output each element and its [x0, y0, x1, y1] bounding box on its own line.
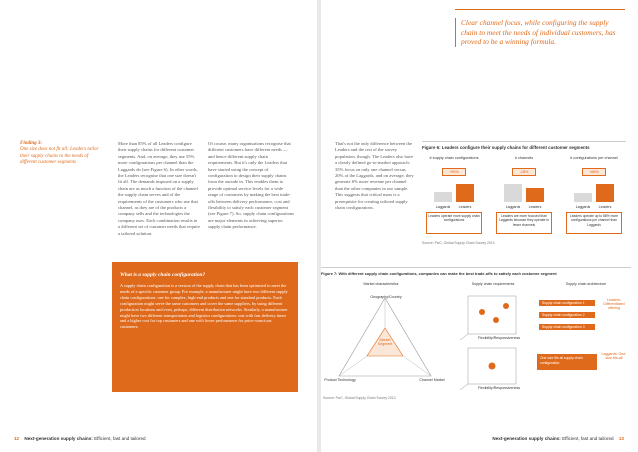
- left-page: [0, 0, 317, 452]
- footer-subtitle: Efficient, fast and tailored: [94, 436, 146, 441]
- increase-badge: +88%: [582, 168, 606, 176]
- section-requirements: Supply chain requirements: [471, 282, 515, 286]
- leaders-label: Leaders: [598, 205, 612, 209]
- requirements-cubes: [456, 290, 536, 390]
- section-market: Market characteristics: [363, 282, 399, 286]
- config-chip-3: Supply chain configuration 3: [539, 324, 595, 330]
- increase-badge: -18%: [512, 168, 536, 176]
- config-chip-1: Supply chain configuration 1: [539, 300, 595, 306]
- triangle-top-label: Geography/Country: [370, 295, 402, 299]
- figure-7: [321, 267, 631, 402]
- axis-flex-2: Flexibility/Responsiveness: [477, 386, 521, 390]
- triangle-right-label: Channel Market: [419, 378, 445, 382]
- figure-6: [422, 141, 626, 249]
- page-number: 12: [14, 436, 20, 441]
- laggards-bar: [434, 192, 452, 202]
- laggards-label: Laggards: [575, 205, 591, 209]
- axis-flex-1: Flexibility/Responsiveness: [477, 336, 521, 340]
- leaders-bar: [456, 184, 474, 202]
- definition-title: What is a supply chain configuration?: [120, 272, 206, 278]
- footer-title: Next-generation supply chains:: [24, 436, 93, 441]
- footer-title: Next-generation supply chains:: [492, 436, 561, 441]
- panel-note: Leaders are more focused than Laggards because they operate in fewer channels: [496, 212, 552, 234]
- market-triangle: [331, 290, 439, 382]
- figure-7-title: Figure 7: With different supply chain configurations, companies can make the best trade-offs to satisfy each customer segment: [321, 271, 557, 276]
- panel-note: Leaders operate up to 88% more configurations per channel than Laggards: [566, 212, 622, 234]
- one-size-box: One size fits all supply chain configuration: [537, 354, 597, 370]
- panel-note: Leaders operate more supply chain configurations: [426, 212, 482, 234]
- increase-badge: +55%: [442, 168, 466, 176]
- footer-subtitle: Efficient, fast and tailored: [562, 436, 614, 441]
- page-number: 13: [618, 436, 624, 441]
- section-architecture: Supply chain architecture: [565, 282, 607, 286]
- laggards-bar: [504, 184, 522, 202]
- panel-title: # configurations per channel: [570, 156, 618, 160]
- definition-box: [112, 262, 298, 392]
- leaders-label: Leaders: [528, 205, 542, 209]
- triangle-center-label: Market Segment: [377, 338, 393, 346]
- leaders-label: Leaders: [458, 205, 472, 209]
- quote-rule: [455, 9, 625, 10]
- finding-title: Finding 3:: [20, 141, 43, 146]
- leaders-bar: [596, 184, 614, 202]
- triangle-left-label: Product Technology: [324, 378, 356, 382]
- body-column-2: Of course, many organisations recognise that different customers have different needs — and hence different supply chain requirements. But it's only the Leaders that have started using the concept of configuration to design their supply chains from the outside in. This enables them to provide optimal service levels for a wide range of customers by making the best trade-offs between delivery performance, cost and flexibility to satisfy each customer segment (see Figure 7). So, supply chain configurations are major elements in achieving superior supply chain performance.: [208, 141, 294, 230]
- laggards-bar: [574, 193, 592, 202]
- laggards-label: Laggards: [435, 205, 451, 209]
- leaders-side-label: Leaders: Differentiated offering: [603, 298, 625, 310]
- leaders-bar: [526, 188, 544, 202]
- pull-quote: Clear channel focus, while configuring the supply chain to meet the needs of individual customers, has proved to be a winning formula.: [455, 18, 625, 47]
- right-page: [321, 0, 638, 452]
- figure-6-panel-configurations: [422, 156, 486, 238]
- panel-title: # channels: [514, 156, 534, 160]
- config-chip-2: Supply chain configuration 2: [539, 312, 595, 318]
- finding-callout: [20, 141, 100, 166]
- figure-7-source: Source: PwC, Global Supply Chain Survey 2013: [323, 396, 396, 400]
- figure-6-source: Source: PwC, Global Supply Chain Survey 2013: [422, 241, 495, 245]
- figure-6-title: Figure 6: Leaders configure their supply chains for different customer segments: [422, 145, 590, 150]
- laggards-side-label: Laggards: One-size-fits-all: [601, 352, 627, 360]
- body-column-3: That's not the only difference between the Leaders and the rest of the survey population, though. The Leaders also have a clearly defined go-to-market approach: 35% focus on only one channel versus 20% of the Laggards, and on average, they generate 6% more revenue per channel than the other companies in our sample. This suggests that critical mass is a prerequisite for creating tailored supply chain configurations.: [335, 141, 414, 211]
- footer-left: [14, 436, 146, 441]
- figure-6-panel-channels: [492, 156, 556, 238]
- body-column-1: More than 85% of all Leaders configure their supply chains for different customer segments. And, on average, they use 55% more configurations per channel than the Laggards do (see Figure 6). In other words, the Leaders recognise that one size doesn't fit all. The demands imposed on a supply chain are as much a function of the channel the supply chain serves and of the requirements of the customers who use that channel, as they are of the products a company sells and the technologies the company uses. Each combination results in a different set of customer needs that require a tailored solution.: [118, 141, 200, 236]
- finding-body: One size does not fit all: Leaders tailor their supply chains to the needs of different customer segments: [20, 147, 99, 165]
- figure-6-panel-configs-per-channel: [562, 156, 626, 238]
- footer-right: [492, 436, 624, 441]
- definition-body: A supply chain configuration is a version of the supply chain that has been optimised to meet the needs of a specific customer group. For example, a manufacturer might have two different supply chain configurations: one for complex, high-end products and one for standard products. Each configuration might serve the same customers and cover the same suppliers, by using different production locations and even, perhaps, different distribution networks. Similarly, a manufacturer might have two different transportation and logistics configurations: one with fast delivery times and a higher cost for top customers and one with lower performance for price-conscious customers.: [120, 283, 288, 330]
- panel-title: # supply chain configurations: [429, 156, 479, 160]
- laggards-label: Laggards: [505, 205, 521, 209]
